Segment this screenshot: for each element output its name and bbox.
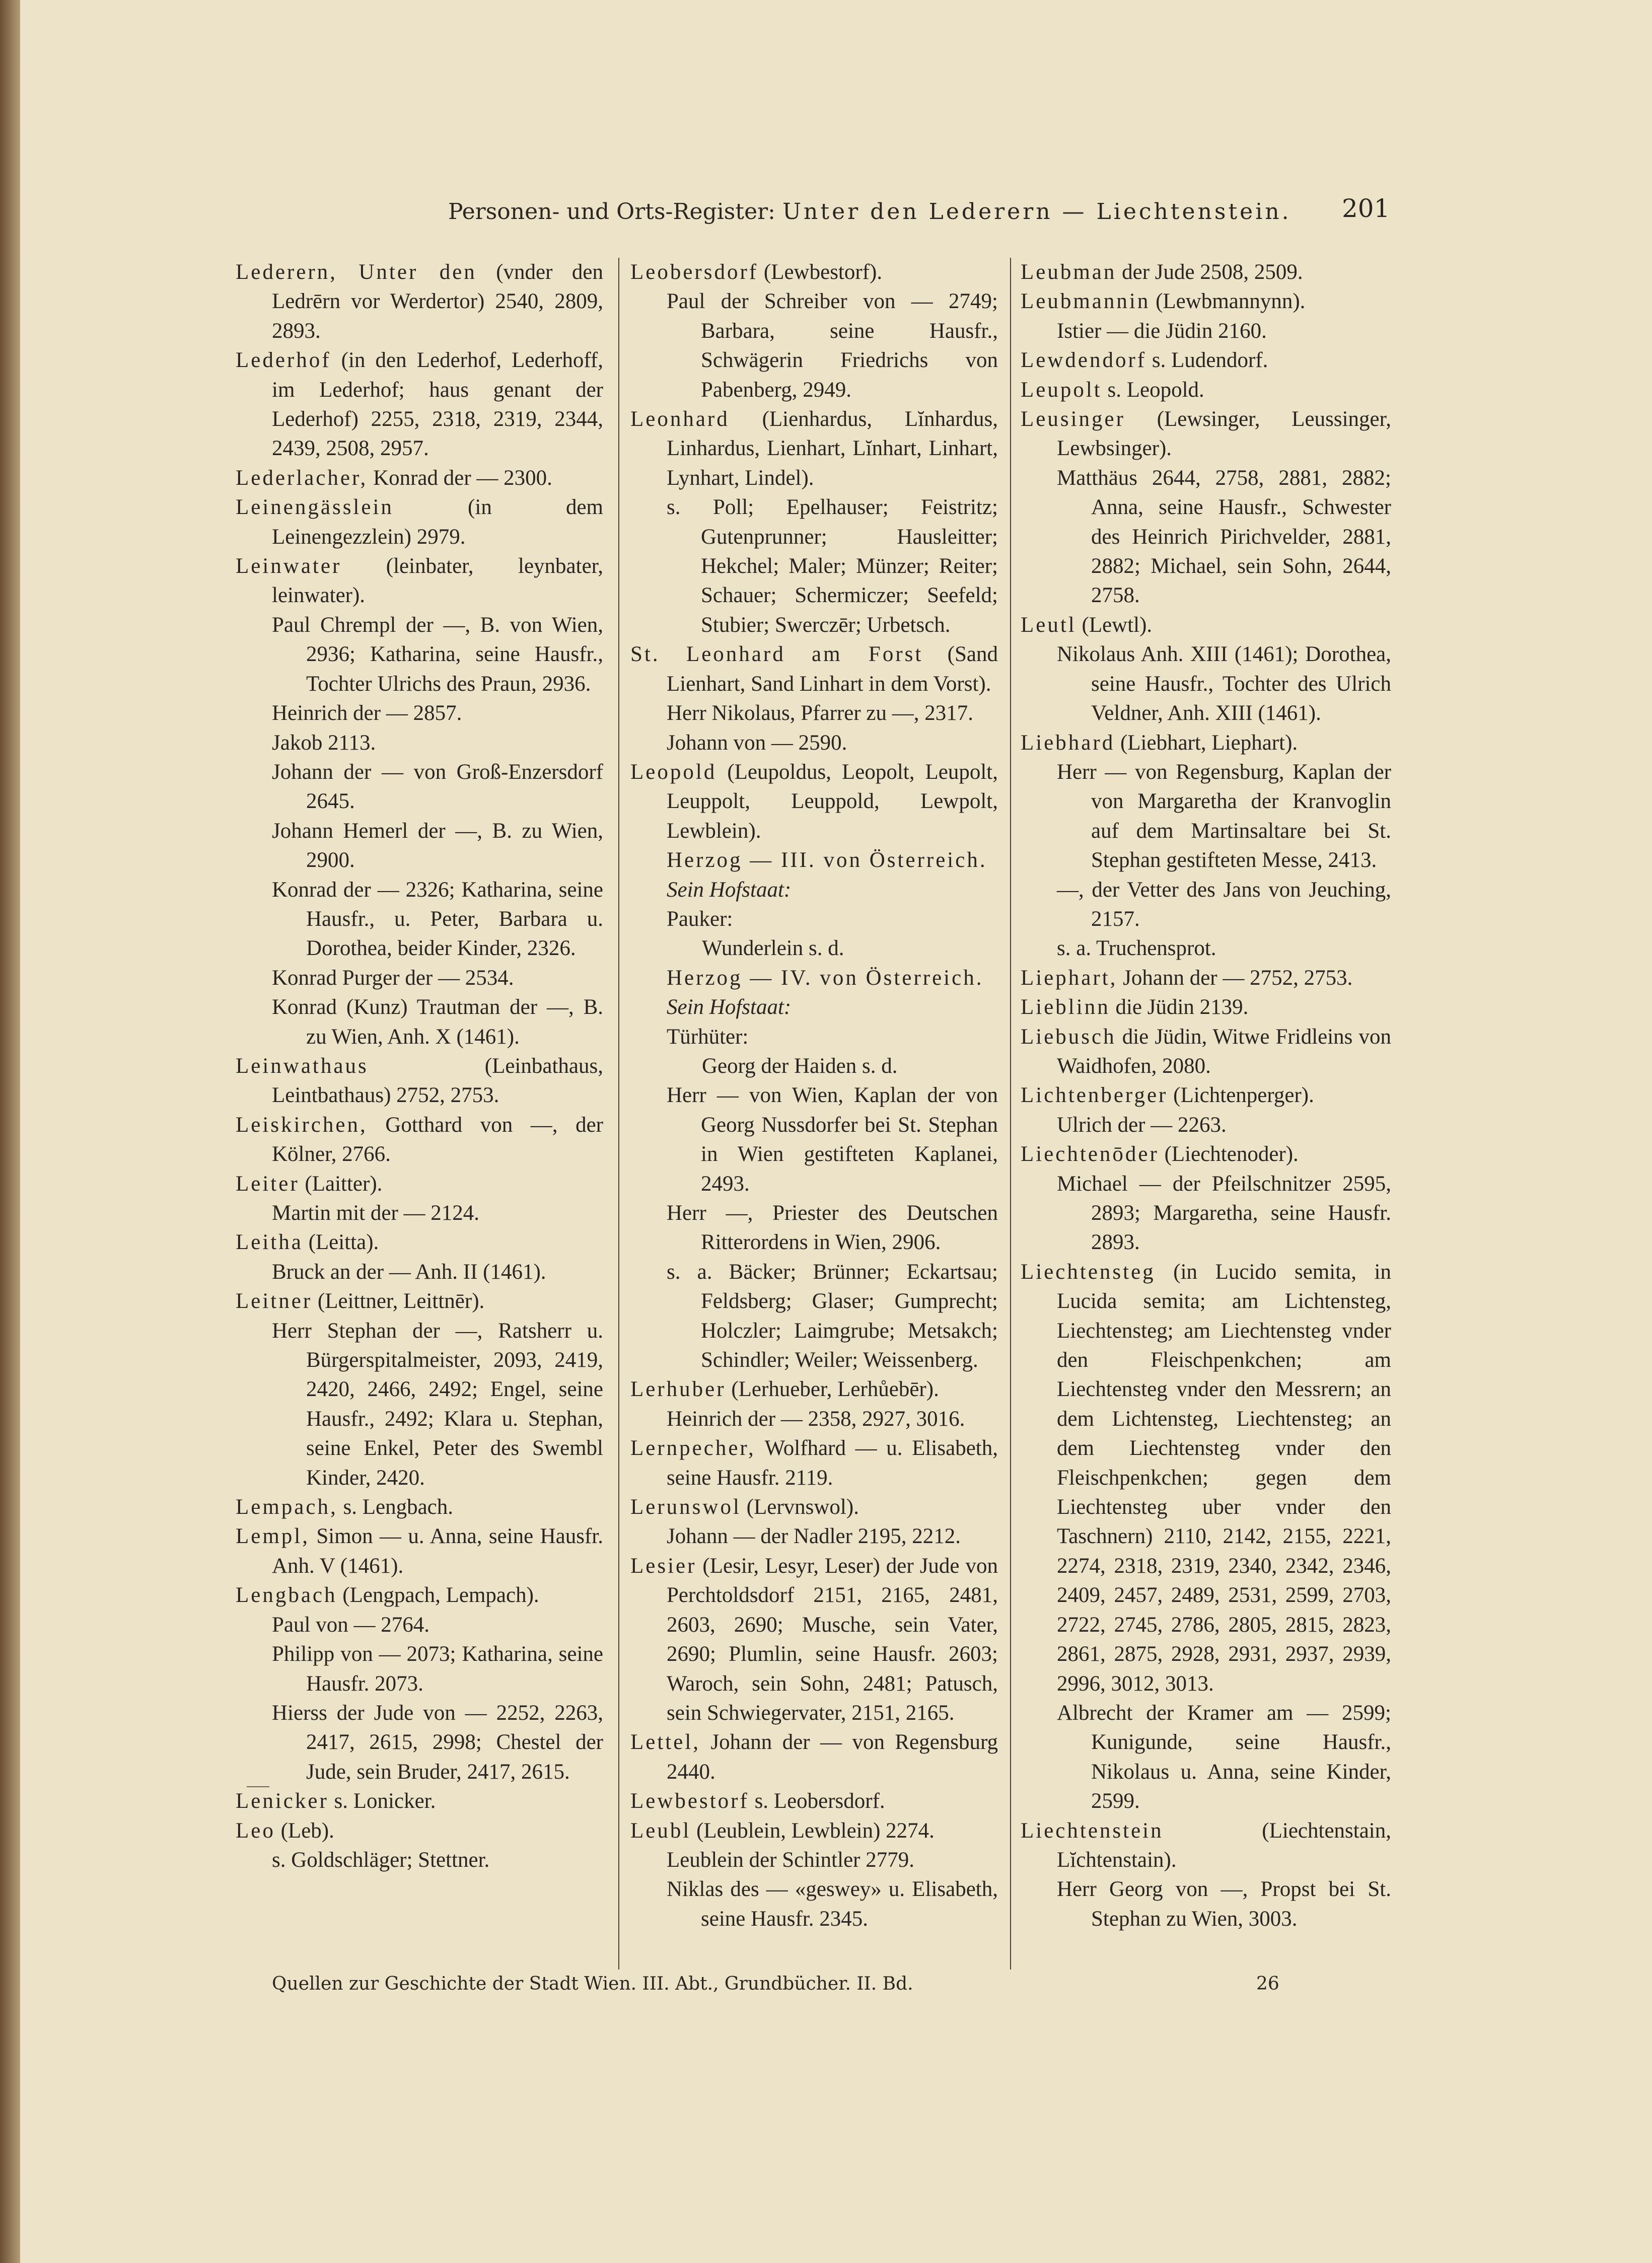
entry-text: Gotthard von —, der Kölner, 2766.: [272, 1113, 603, 1166]
entry-keyword: Leupolt: [1021, 378, 1102, 402]
entry-keyword: Liechtenōder: [1021, 1142, 1159, 1166]
entry-text: (Lesir, Lesyr, Leser) der Jude von Perchtoldsdorf 2151, 2165, 2481, 2603, 2690; Musche, sein Vater, 2690; Plumlin, seine Hausfr. 2603; Waroch, sein Sohn, 2481; Patusch, sein Schwiegervater, 2151, 2165.: [667, 1554, 998, 1725]
entry-text: die Jüdin, Witwe Fridleins von Waidhofen, 2080.: [1057, 1025, 1391, 1078]
index-subentry: [630, 905, 998, 934]
entry-keyword: Lengbach: [236, 1583, 337, 1608]
entry-text: die Jüdin 2139.: [1110, 995, 1249, 1019]
entry-text: Jakob 2113.: [272, 731, 376, 755]
index-subentry: [1021, 1111, 1391, 1140]
index-subentry: [630, 1875, 998, 1934]
entry-text: s. Goldschläger; Stettner.: [272, 1848, 490, 1872]
index-subentry: [630, 964, 998, 993]
entry-keyword: Lernpecher,: [630, 1436, 756, 1461]
entry-text: Türhüter:: [667, 1025, 749, 1049]
index-entry: [630, 1787, 998, 1816]
entry-text: (Leinbathaus, Leintbathaus) 2752, 2753.: [272, 1054, 603, 1108]
entry-keyword: Leopold: [630, 760, 717, 784]
index-column-1: [236, 258, 603, 1875]
entry-text: Paul der Schreiber von — 2749; Barbara, seine Hausfr., Schwägerin Friedrichs von Pabenberg, 2949.: [667, 289, 998, 402]
entry-keyword: Leinwathaus: [236, 1054, 369, 1078]
index-entry: [630, 1552, 998, 1728]
entry-keyword: Leubmannin: [1021, 289, 1151, 314]
index-subentry: [236, 758, 603, 817]
index-entry: [236, 1287, 603, 1316]
index-entry: [1021, 376, 1391, 405]
index-subentry: [236, 1640, 603, 1699]
index-subentry: [630, 1199, 998, 1258]
index-subentry: [236, 699, 603, 728]
entry-keyword: Herzog — III. von Österreich.: [667, 848, 987, 872]
entry-keyword: Lempach,: [236, 1495, 338, 1519]
entry-text: (Laitter).: [299, 1172, 383, 1196]
index-entry: [1021, 1816, 1391, 1875]
entry-text: Georg der Haiden s. d.: [702, 1054, 898, 1078]
index-subentry: [630, 846, 998, 875]
entry-text: Wunderlein s. d.: [702, 936, 844, 961]
entry-text: Hierss der Jude von — 2252, 2263, 2417, 2615, 2998; Chestel der Jude, sein Bruder, 2417, 2615.: [272, 1701, 603, 1784]
printer-signature-mark: 26: [1256, 1974, 1279, 1994]
index-subentry: [236, 1846, 603, 1875]
entry-text: Konrad Purger der — 2534.: [272, 966, 514, 990]
index-subentry: [236, 875, 603, 964]
index-subentry: [236, 1317, 603, 1493]
entry-keyword: Herzog — IV. von Österreich.: [667, 966, 984, 990]
entry-text: Michael — der Pfeilschnitzer 2595, 2893; Margaretha, seine Hausfr. 2893.: [1057, 1172, 1391, 1255]
entry-keyword: Lieblinn: [1021, 995, 1110, 1019]
index-entry: [236, 1581, 603, 1610]
entry-text: (vnder den Ledrērn vor Werdertor) 2540, 2809, 2893.: [272, 260, 603, 343]
entry-text: Herr Stephan der —, Ratsherr u. Bürgerspitalmeister, 2093, 2419, 2420, 2466, 2492; Engel, seine Hausfr., 2492; Klara u. Stephan, seine Enkel, Peter des Swembl Kinder, 2420.: [272, 1319, 603, 1490]
entry-keyword: Lederern, Unter den: [236, 260, 477, 284]
index-subentry: [236, 728, 603, 758]
index-subentry: [236, 1258, 603, 1287]
entry-text: s. Lonicker.: [328, 1789, 436, 1813]
entry-text: Ulrich der — 2263.: [1057, 1113, 1227, 1137]
entry-text: Heinrich der — 2358, 2927, 3016.: [667, 1407, 965, 1431]
header-left: Personen- und Orts-Register:: [448, 199, 775, 225]
index-entry: [236, 552, 603, 611]
entry-text: Philipp von — 2073; Katharina, seine Hausfr. 2073.: [272, 1642, 603, 1696]
entry-text: (Leb).: [275, 1818, 334, 1843]
entry-text: Herr Nikolaus, Pfarrer zu —, 2317.: [667, 701, 973, 725]
entry-text: Albrecht der Kramer am — 2599; Kunigunde, seine Hausfr., Nikolaus u. Anna, seine Kinder, 2599.: [1057, 1701, 1391, 1813]
entry-text: Niklas des — «geswey» u. Elisabeth, seine Hausfr. 2345.: [667, 1877, 998, 1931]
entry-text: (in den Lederhof, Lederhoff, im Lederhof; haus genant der Lederhof) 2255, 2318, 2319, 2344, 2439, 2508, 2957.: [272, 348, 603, 461]
index-subentry: [1021, 464, 1391, 611]
index-entry: [236, 1228, 603, 1257]
entry-keyword: Lenicker: [236, 1789, 329, 1813]
entry-keyword: Lerhuber: [630, 1377, 726, 1402]
entry-text: Herr —, Priester des Deutschen Ritterordens in Wien, 2906.: [667, 1201, 998, 1255]
index-subentry: [630, 1052, 998, 1081]
entry-text: (Lichtenperger).: [1168, 1083, 1314, 1108]
entry-keyword: Lesier: [630, 1554, 697, 1578]
index-entry: [1021, 993, 1391, 1022]
index-subentry: [630, 1081, 998, 1199]
entry-text: (Lewbestorf).: [758, 260, 883, 284]
index-entry: [1021, 728, 1391, 758]
entry-text: (Leublein, Lewblein) 2274.: [691, 1818, 935, 1843]
entry-keyword: Liebusch: [1021, 1025, 1116, 1049]
index-subentry: [1021, 758, 1391, 875]
entry-text: s. a. Truchensprot.: [1057, 936, 1216, 961]
entry-italic-label: Sein Hofstaat:: [667, 995, 792, 1019]
running-header: [448, 199, 1291, 225]
entry-keyword: Leutl: [1021, 613, 1076, 637]
entry-keyword: Leinwater: [236, 554, 342, 578]
index-entry: [1021, 346, 1391, 375]
index-entry: [236, 258, 603, 346]
entry-text: Nikolaus Anh. XIII (1461); Dorothea, seine Hausfr., Tochter des Ulrich Veldner, Anh. XIII (1461).: [1057, 642, 1391, 725]
entry-text: (in dem Leinengezzlein) 2979.: [272, 495, 603, 549]
entry-keyword: Lederlacher,: [236, 466, 368, 490]
index-subentry: [630, 699, 998, 728]
entry-keyword: Leobersdorf: [630, 260, 759, 284]
column-rule: [1010, 258, 1011, 1969]
entry-text: (Lewsinger, Leussinger, Lewbsinger).: [1057, 407, 1391, 461]
entry-keyword: Leiskirchen,: [236, 1113, 368, 1137]
index-entry: [236, 1052, 603, 1111]
index-subentry: [630, 1258, 998, 1375]
entry-text: (in Lucido semita, in Lucida semita; am Lichtensteg, Liechtensteg; am Liechtensteg vnder den Fleischpenkchen; am Liechtensteg vnder den Messrern; an dem Lichtensteg, Liechtensteg; an dem Liechtensteg vnder den Fleischpenkchen; gegen dem Liechtensteg uber vnder den Taschnern) 2110, 2142, 2155, 2221, 2274, 2318, 2319, 2340, 2342, 2346, 2409, 2457, 2489, 2531, 2599, 2703, 2722, 2745, 2786, 2805, 2815, 2823, 2861, 2875, 2928, 2931, 2937, 2939, 2996, 3012, 3013.: [1057, 1260, 1391, 1696]
entry-text: Pauker:: [667, 907, 733, 931]
index-entry: [630, 1434, 998, 1493]
index-subentry: [236, 1199, 603, 1228]
entry-text: Herr Georg von —, Propst bei St. Stephan zu Wien, 3003.: [1057, 1877, 1391, 1931]
index-subentry: [236, 993, 603, 1052]
entry-italic-label: Sein Hofstaat:: [667, 878, 792, 902]
entry-text: (Lewbmannynn).: [1150, 289, 1306, 314]
index-entry: [236, 464, 603, 493]
header-right: Unter den Lederern — Liechtenstein.: [782, 199, 1291, 225]
entry-text: Johann der — von Regensburg 2440.: [667, 1730, 998, 1784]
index-entry: [630, 640, 998, 699]
entry-text: (Liechtenoder).: [1159, 1142, 1299, 1166]
entry-text: s. Poll; Epelhauser; Feistritz; Gutenprunner; Hausleitter; Hekchel; Maler; Münzer; Reiter; Schauer; Schermiczer; Seefeld; Stubier; Swerczēr; Urbetsch.: [667, 495, 998, 637]
entry-text: Matthäus 2644, 2758, 2881, 2882; Anna, seine Hausfr., Schwester des Heinrich Pirichvelder, 2881, 2882; Michael, sein Sohn, 2644, 2758.: [1057, 466, 1391, 608]
index-subentry: [1021, 1699, 1391, 1816]
index-subentry: [630, 1846, 998, 1875]
entry-keyword: Leitha: [236, 1230, 303, 1255]
entry-text: (Lerhueber, Lerhůebēr).: [726, 1377, 939, 1402]
margin-pencil-mark: [247, 1786, 269, 1787]
index-column-3: [1021, 258, 1391, 1934]
index-entry: [1021, 258, 1391, 287]
column-rule: [618, 258, 619, 1969]
entry-keyword: Leo: [236, 1818, 275, 1843]
index-entry: [1021, 287, 1391, 316]
entry-keyword: Lewdendorf: [1021, 348, 1147, 373]
footer-source-note: Quellen zur Geschichte der Stadt Wien. III. Abt., Grundbücher. II. Bd.: [272, 1974, 913, 1994]
entry-keyword: Leinengässlein: [236, 495, 394, 520]
entry-text: Heinrich der — 2857.: [272, 701, 462, 725]
entry-text: Bruck an der — Anh. II (1461).: [272, 1260, 546, 1284]
entry-text: (Liebhart, Liephart).: [1115, 731, 1298, 755]
entry-text: (Liechtenstain, Lĭchtenstain).: [1057, 1818, 1391, 1872]
index-entry: [1021, 405, 1391, 464]
entry-text: Herr — von Regensburg, Kaplan der von Margaretha der Kranvoglin auf dem Martinsaltare bei St. Stephan gestifteten Messe, 2413.: [1057, 760, 1391, 872]
index-subentry: [236, 964, 603, 993]
index-entry: [630, 405, 998, 493]
index-subentry: [236, 1699, 603, 1787]
index-subentry: [630, 1405, 998, 1434]
entry-text: (Lewtl).: [1076, 613, 1153, 637]
index-entry: [236, 1111, 603, 1170]
index-entry: [236, 1816, 603, 1846]
index-entry: [236, 493, 603, 552]
entry-text: (Leitta).: [303, 1230, 379, 1255]
entry-text: Konrad der — 2300.: [368, 466, 552, 490]
entry-keyword: Lederhof: [236, 348, 331, 373]
entry-text: Martin mit der — 2124.: [272, 1201, 480, 1225]
index-entry: [1021, 1258, 1391, 1699]
index-subentry: [1021, 1875, 1391, 1934]
index-subentry: [630, 993, 998, 1022]
entry-keyword: Leusinger: [1021, 407, 1125, 431]
index-subentry: [1021, 317, 1391, 346]
entry-text: Paul Chrempl der —, B. von Wien, 2936; Katharina, seine Hausfr., Tochter Ulrichs des Praun, 2936.: [272, 613, 603, 696]
entry-text: Johann Hemerl der —, B. zu Wien, 2900.: [272, 819, 603, 872]
entry-text: —, der Vetter des Jans von Jeuching, 2157.: [1057, 878, 1391, 931]
index-entry: [630, 258, 998, 287]
entry-text: s. Leopold.: [1102, 378, 1204, 402]
entry-text: der Jude 2508, 2509.: [1116, 260, 1303, 284]
index-subentry: [236, 817, 603, 875]
entry-text: Wolfhard — u. Elisabeth, seine Hausfr. 2119.: [667, 1436, 998, 1490]
entry-text: Johann der — 2752, 2753.: [1117, 966, 1353, 990]
page-number: 201: [1342, 194, 1390, 223]
entry-keyword: Leiter: [236, 1172, 300, 1196]
index-entry: [630, 1816, 998, 1846]
entry-text: Johann der — von Groß-Enzersdorf 2645.: [272, 760, 603, 814]
entry-text: s. Leobersdorf.: [749, 1789, 885, 1813]
index-entry: [630, 1375, 998, 1404]
index-subentry: [1021, 640, 1391, 728]
entry-keyword: Lempl,: [236, 1524, 310, 1549]
index-subentry: [1021, 875, 1391, 934]
entry-keyword: Lettel,: [630, 1730, 701, 1755]
entry-text: Konrad (Kunz) Trautman der —, B. zu Wien, Anh. X (1461).: [272, 995, 603, 1049]
index-entry: [1021, 611, 1391, 640]
entry-keyword: Liebhard: [1021, 731, 1115, 755]
entry-keyword: Liechtenstein: [1021, 1818, 1164, 1843]
entry-keyword: Leubl: [630, 1818, 691, 1843]
entry-text: (Lienhardus, Lĭnhardus, Linhardus, Lienhart, Lĭnhart, Linhart, Lynhart, Lindel).: [667, 407, 998, 490]
entry-text: (Leupoldus, Leopolt, Leupolt, Leuppolt, Leuppold, Lewpolt, Lewblein).: [667, 760, 998, 843]
entry-text: (Lengpach, Lempach).: [337, 1583, 539, 1608]
entry-keyword: St. Leonhard am Forst: [630, 642, 923, 667]
entry-keyword: Leitner: [236, 1289, 313, 1313]
index-subentry: [630, 934, 998, 963]
index-subentry: [236, 1611, 603, 1640]
index-column-2: [630, 258, 998, 1934]
entry-text: Istier — die Jüdin 2160.: [1057, 319, 1267, 343]
entry-keyword: Leonhard: [630, 407, 730, 431]
index-subentry: [630, 287, 998, 405]
entry-keyword: Liechtensteg: [1021, 1260, 1156, 1284]
index-subentry: [630, 875, 998, 905]
entry-text: (Leittner, Leittnēr).: [312, 1289, 485, 1313]
entry-text: Leublein der Schintler 2779.: [667, 1848, 914, 1872]
index-subentry: [1021, 934, 1391, 963]
entry-text: s. Ludendorf.: [1146, 348, 1268, 373]
entry-keyword: Lichtenberger: [1021, 1083, 1168, 1108]
index-entry: [236, 1522, 603, 1581]
index-subentry: [630, 1522, 998, 1551]
index-entry: [630, 758, 998, 846]
entry-text: s. Lengbach.: [337, 1495, 453, 1519]
entry-text: (Sand Lienhart, Sand Linhart in dem Vorst).: [667, 642, 998, 696]
index-entry: [236, 1493, 603, 1522]
entry-keyword: Lewbestorf: [630, 1789, 749, 1813]
index-entry: [1021, 964, 1391, 993]
entry-keyword: Lerunswol: [630, 1495, 741, 1519]
entry-text: Konrad der — 2326; Katharina, seine Hausfr., u. Peter, Barbara u. Dorothea, beider Kinder, 2326.: [272, 878, 603, 961]
index-subentry: [630, 728, 998, 758]
index-entry: [236, 1170, 603, 1199]
entry-keyword: Leubman: [1021, 260, 1117, 284]
index-subentry: [630, 1023, 998, 1052]
index-entry: [1021, 1081, 1391, 1110]
entry-text: Simon — u. Anna, seine Hausfr. Anh. V (1461).: [272, 1524, 603, 1578]
index-subentry: [236, 611, 603, 699]
entry-text: Johann — der Nadler 2195, 2212.: [667, 1524, 961, 1549]
entry-text: (leinbater, leynbater, leinwater).: [272, 554, 603, 608]
index-entry: [630, 1728, 998, 1787]
index-entry: [236, 1787, 603, 1816]
index-entry: [630, 1493, 998, 1522]
entry-text: (Lervnswol).: [741, 1495, 859, 1519]
index-entry: [1021, 1140, 1391, 1169]
index-subentry: [1021, 1170, 1391, 1258]
index-subentry: [630, 493, 998, 640]
index-entry: [236, 346, 603, 464]
entry-text: Herr — von Wien, Kaplan der von Georg Nussdorfer bei St. Stephan in Wien gestifteten Kaplanei, 2493.: [667, 1083, 998, 1196]
index-entry: [1021, 1023, 1391, 1081]
entry-text: Paul von — 2764.: [272, 1613, 429, 1637]
entry-keyword: Liephart,: [1021, 966, 1118, 990]
entry-text: Johann von — 2590.: [667, 731, 847, 755]
entry-text: s. a. Bäcker; Brünner; Eckartsau; Feldsberg; Glaser; Gumprecht; Holczler; Laimgrube; Metsakch; Schindler; Weiler; Weissenberg.: [667, 1260, 998, 1372]
